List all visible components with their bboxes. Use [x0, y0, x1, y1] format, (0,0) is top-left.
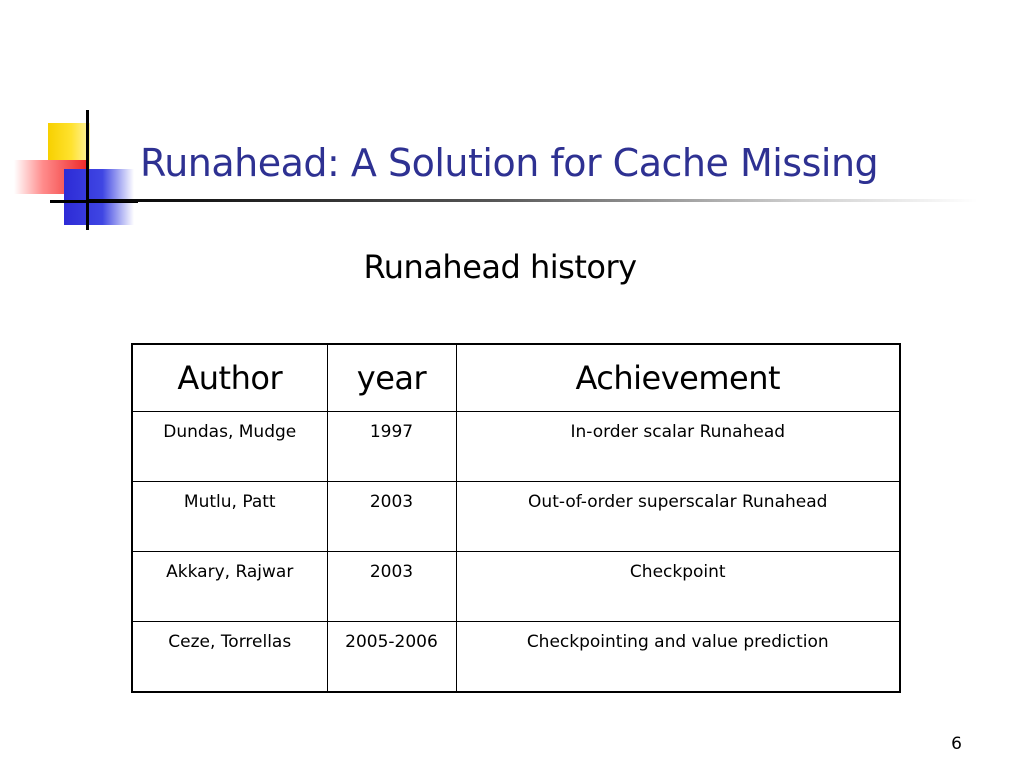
header-author: Author	[132, 344, 327, 412]
cell-achievement: In-order scalar Runahead	[456, 412, 900, 482]
cell-author: Akkary, Rajwar	[132, 552, 327, 622]
table-header-row	[132, 344, 900, 412]
blue-square-shape	[64, 169, 134, 225]
page-number: 6	[951, 734, 962, 754]
header-achievement: Achievement	[456, 344, 900, 412]
cell-achievement: Out-of-order superscalar Runahead	[456, 482, 900, 552]
table-row	[132, 412, 900, 482]
table-row	[132, 482, 900, 552]
cell-author: Dundas, Mudge	[132, 412, 327, 482]
cell-year: 2005-2006	[327, 622, 456, 693]
cell-achievement: Checkpoint	[456, 552, 900, 622]
table-row	[132, 622, 900, 693]
header-year: year	[327, 344, 456, 412]
cell-year: 2003	[327, 552, 456, 622]
slide-subtitle: Runahead history	[363, 248, 637, 286]
slide-title: Runahead: A Solution for Cache Missing	[140, 141, 879, 185]
cell-year: 2003	[327, 482, 456, 552]
cell-author: Ceze, Torrellas	[132, 622, 327, 693]
cell-author: Mutlu, Patt	[132, 482, 327, 552]
cell-year: 1997	[327, 412, 456, 482]
vertical-rule-shape	[86, 110, 89, 230]
table-row	[132, 552, 900, 622]
title-underline	[88, 199, 978, 202]
runahead-history-table	[131, 343, 901, 693]
decorative-logo	[10, 106, 150, 232]
cell-achievement: Checkpointing and value prediction	[456, 622, 900, 693]
